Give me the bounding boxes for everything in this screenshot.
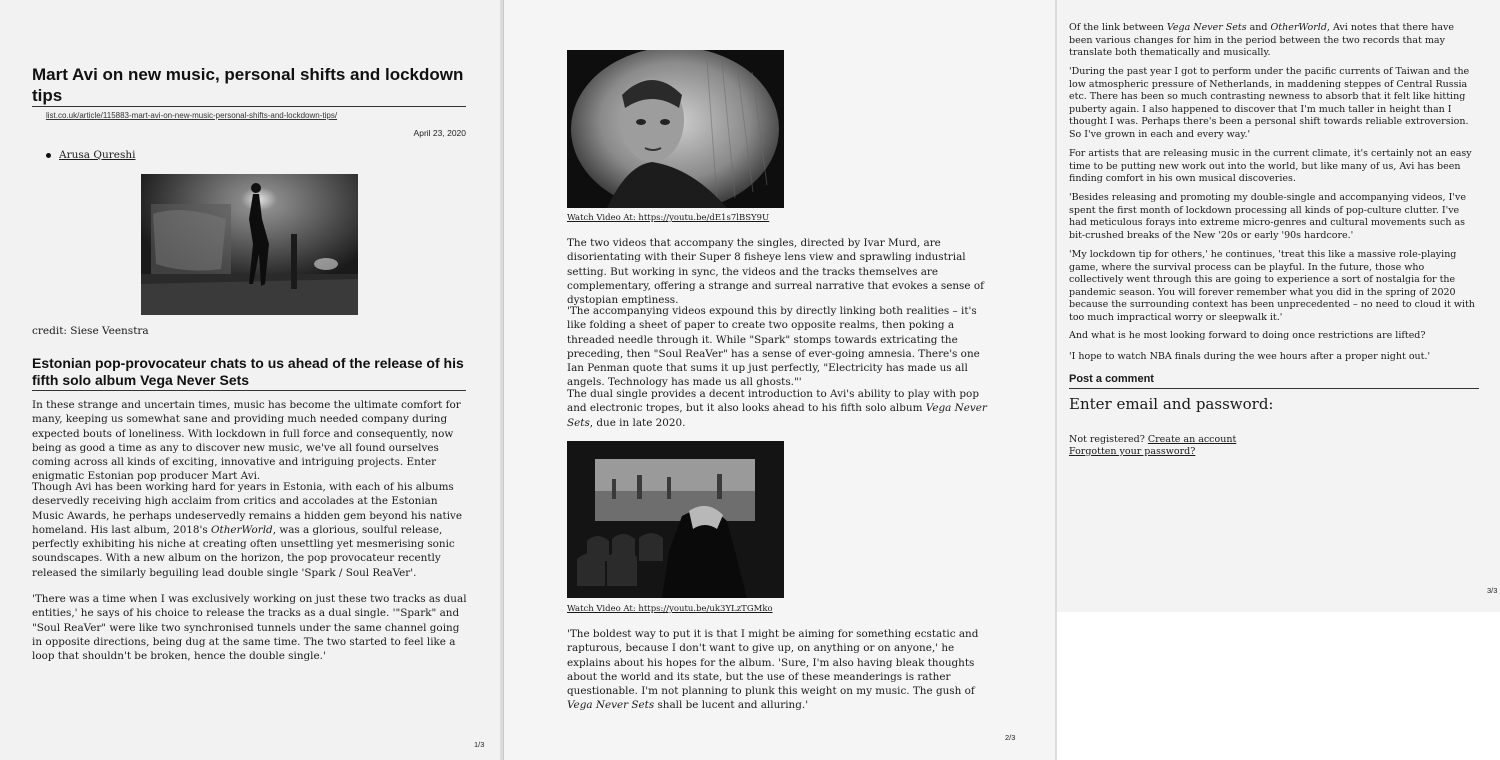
page-number: 1/3 — [474, 740, 485, 749]
video1-link[interactable]: Watch Video At: https://youtu.be/dE1s7lBSY9U — [567, 213, 770, 223]
article-paragraph: In these strange and uncertain times, music has become the ultimate comfort for many, keeping us somewhat sane and providing much needed company during expected bouts of loneliness. With lockdown in full force and consequently, now being as good a time as any to discover new music, we've all found ourselves coming across all kinds of exciting, innovative and intriguing projects. Enter enigmatic Estonian pop producer Mart Avi. — [32, 399, 461, 483]
create-account-link[interactable]: Create an account — [1147, 434, 1237, 445]
article-paragraph: Though Avi has been working hard for years in Estonia, with each of his albums deservedly receiving high acclaim from critics and accolades at the Estonian Music Awards, he perhaps undeservedly remains a hidden gem beyond his native homeland. His last album, 2018's OtherWorld, was a glorious, soulful release, perfectly exhibiting his niche at creating often unsettling yet mesmerising sonic soundscapes. With a new album on the horizon, the pop provocateur recently released the similarly beguiling lead double single 'Spark / Soul ReaVer'. — [32, 481, 463, 579]
subheading-divider — [32, 390, 466, 391]
video1-still-image — [567, 50, 784, 208]
article-paragraph: And what is he most looking forward to doing once restrictions are lifted? — [1069, 330, 1426, 341]
publish-date: April 23, 2020 — [413, 128, 466, 138]
login-heading: Enter email and password: — [1069, 395, 1274, 413]
source-url-link[interactable]: list.co.uk/article/115883-mart-avi-on-new-music-personal-shifts-and-lockdown-tips/ — [46, 111, 338, 120]
video2-still-image — [567, 441, 784, 598]
concert-photo-image — [141, 174, 358, 315]
article-paragraph: 'During the past year I got to perform under the pacific currents of Taiwan and the low atmospheric pressure of Netherlands, in maddening steppes of Central Russia etc. There has been so much contrasting newness to absorb that it felt like hitting puberty again. I also happened to discover that I'm much taller in height than I thought I was. Perhaps there's been a personal shift towards reliable extroversion. So I've grown in each and every way.' — [1069, 66, 1470, 140]
bullet-icon — [46, 153, 51, 158]
not-registered-label: Not registered? — [1069, 434, 1145, 445]
comment-divider — [1069, 388, 1479, 389]
article-paragraph: 'I hope to watch NBA finals during the wee hours after a proper night out.' — [1069, 351, 1431, 362]
scanned-page-3 — [1057, 0, 1500, 612]
article-paragraph: 'The boldest way to put it is that I might be aiming for something ecstatic and rapturous, because I don't want to give up, on anything or on anyone,' he explains about his hopes for the album. 'Sure, I'm also having bleak thoughts about the world and its state, but the use of these meanderings is rather questionable. I'm not planning to plunk this weight on my music. The gush of Vega Never Sets shall be lucent and alluring.' — [567, 628, 979, 712]
author-link[interactable]: Arusa Qureshi — [59, 149, 136, 161]
article-paragraph: Of the link between Vega Never Sets and OtherWorld, Avi notes that there have been various changes for him in the period between the two records that may translate both thematically and musically. — [1069, 22, 1454, 59]
post-comment-heading: Post a comment — [1069, 373, 1154, 385]
article-paragraph: The two videos that accompany the singles, directed by Ivar Murd, are disorientating with their Super 8 fisheye lens view and sprawling industrial setting. But working in sync, the videos and the tracks themselves are complementary, offering a strange and surreal narrative that evokes a sense of dystopian emptiness. — [567, 237, 984, 307]
photo-credit: credit: Siese Veenstra — [32, 325, 149, 337]
register-prompt — [1069, 434, 1236, 445]
page-number: 3/3 — [1487, 586, 1498, 595]
article-paragraph: 'My lockdown tip for others,' he continues, 'treat this like a massive role-playing game, where the survival process can be playful. In the future, those who collectively went through this are going to experience a sort of nostalgia for the pandemic season. You will forever remember what you did in the spring of 2020 because the surrounding context has been unprecedented – no need to cloud it with too much impractical worry or sleepwalk it.' — [1069, 249, 1475, 323]
article-paragraph: 'Besides releasing and promoting my double-single and accompanying videos, I've spent the first month of lockdown processing all kinds of pop-culture clutter. I've had meticulous forays into extreme micro-genres and cultural movements such as bit-crushed breaks of the New '20s or early '90s hardcore.' — [1069, 192, 1466, 241]
video2-thumbnail[interactable] — [567, 441, 784, 598]
page-number: 2/3 — [1005, 733, 1016, 742]
scanned-page-1 — [0, 0, 500, 760]
scanned-page-2 — [503, 0, 1055, 760]
author-item — [46, 149, 135, 161]
article-title: Mart Avi on new music, personal shifts and lockdown tips — [32, 65, 464, 105]
article-paragraph: 'There was a time when I was exclusively working on just these two tracks as dual entities,' he says of his choice to release the tracks as a dual single. '"Spark" and "Soul ReaVer" were like two synchronised tunnels under the same channel going in opposite directions, being dug at the same time. The two started to feel like a loop that shouldn't be broken, hence the double single.' — [32, 593, 467, 663]
article-paragraph: The dual single provides a decent introduction to Avi's ability to play with pop and electronic tropes, but it also looks ahead to his fifth solo album Vega Never Sets, due in late 2020. — [567, 388, 987, 429]
article-subheading: Estonian pop-provocateur chats to us ahead of the release of his fifth solo album Vega Never Sets — [32, 355, 464, 388]
video1-thumbnail[interactable] — [567, 50, 784, 208]
title-divider — [32, 106, 466, 107]
forgot-password-link[interactable]: Forgotten your password? — [1069, 446, 1196, 457]
video2-link[interactable]: Watch Video At: https://youtu.be/uk3YLzTGMko — [567, 604, 773, 614]
article-paragraph: 'The accompanying videos expound this by directly linking both realities – it's like folding a sheet of paper to create two opposite realms, then poking a threaded needle through it. While "Spark" stomps towards extricating the preceding, then "Soul ReaVer" has a sense of ever-going amnesia. There's one Ian Penman quote that sums it up just perfectly, "Electricity has made us all angels. Technology has made us all ghosts."' — [567, 305, 980, 389]
blank-area — [1057, 612, 1500, 760]
article-paragraph: For artists that are releasing music in the current climate, it's certainly not an easy time to be putting new work out into the world, but like many of us, Avi has been finding comfort in his own musical discoveries. — [1069, 148, 1472, 185]
concert-photo — [141, 174, 358, 315]
